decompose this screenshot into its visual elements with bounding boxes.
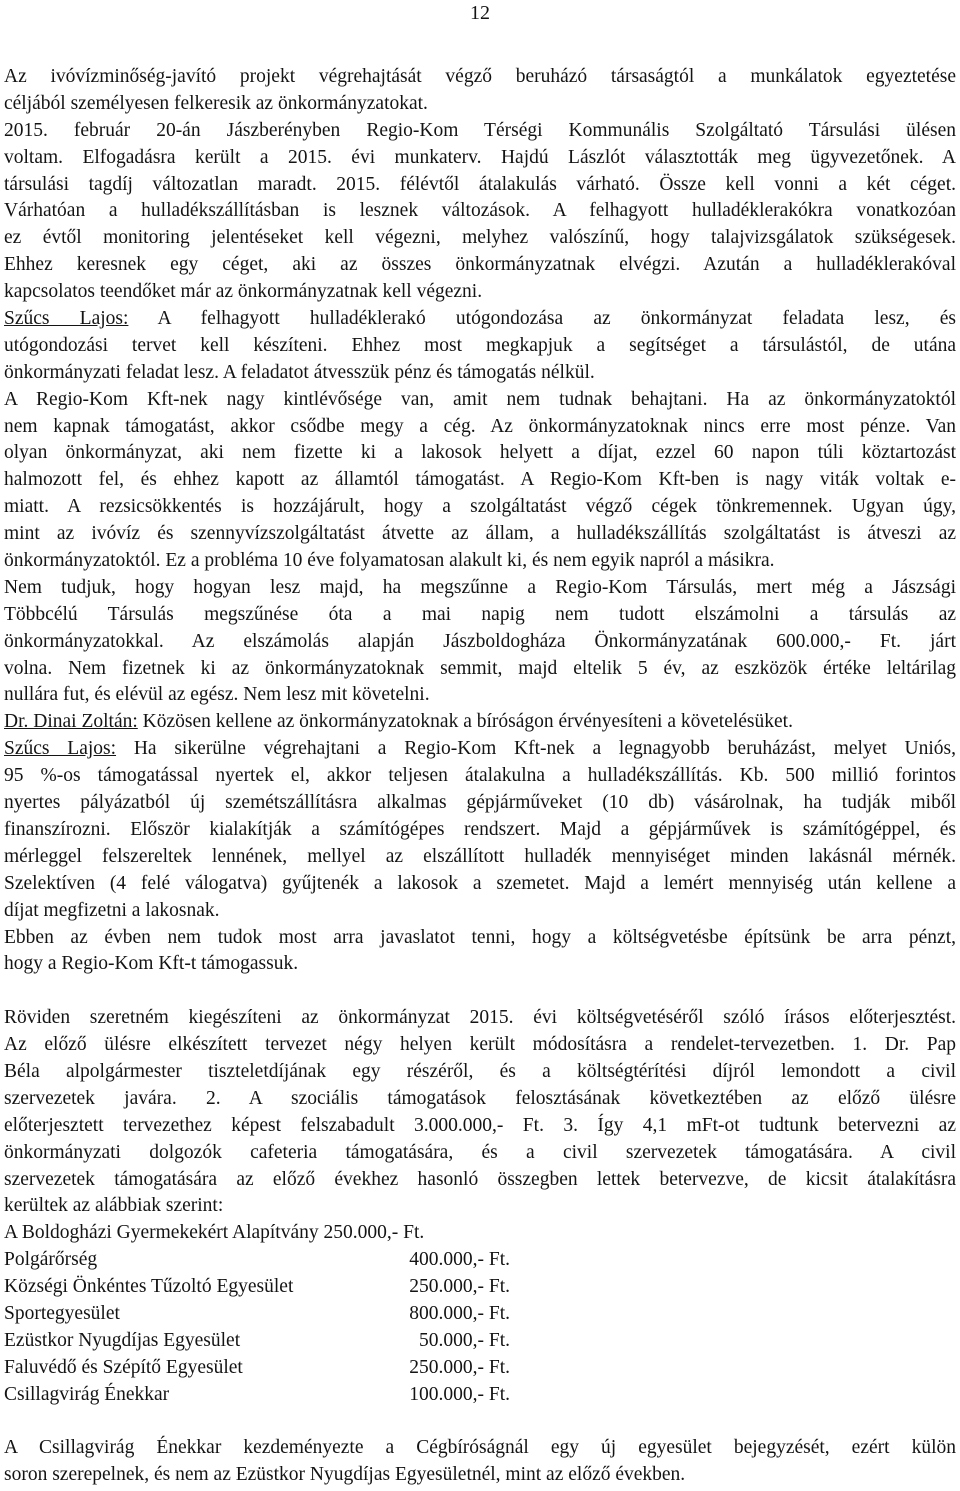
donation-row (4, 1328, 956, 1355)
text-line: mérleggel felszereltek lennének, mellyel az elszállított hulladék mennyiséget minden lakásnál mérnék. (4, 845, 956, 867)
paragraph-csillagvirag (4, 1435, 956, 1489)
donation-row (4, 1382, 956, 1409)
text-line: Többcélú Társulás megszűnése óta a mai napig nem tudott elszámolni a társulás az (4, 603, 956, 625)
speaker-name: Szűcs Lajos: (4, 738, 117, 760)
donation-name: Sportegyesület (4, 1302, 120, 1324)
paragraph-budget (4, 1005, 956, 1220)
text-line (4, 306, 956, 333)
text-line: Röviden szeretném kiegészíteni az önkormányzat 2015. évi költségvetéséről szóló írásos előterjesztést. (4, 1007, 956, 1029)
text-line: Az ivóvízminőség-javító projekt végrehajtását végző beruházó társaságtól a munkálatok egyeztetése (4, 66, 956, 87)
donation-amount: 250.000,- Ft. (409, 1356, 510, 1378)
text-line: volna. Nem fizetnek ki az önkormányzatoknak semmit, majd eltelik 5 év, az eszközök értéke leltárilag (4, 657, 956, 679)
text-line: Szelektíven (4 felé válogatva) gyűjtenék a lakosok a szemetet. Majd a lemért mennyiség után kellene a (4, 872, 956, 894)
speech-text: Ha sikerülne végrehajtani a Regio-Kom Kft-nek a legnagyobb beruházást, melyet Uniós, (116, 738, 957, 760)
text-line (4, 709, 956, 736)
paragraph-szucs-lajos-1 (4, 306, 956, 709)
text-line: halmozott fel, és ehhez kapott az államtól támogatást. A Regio-Kom Kft-ben is nagy viták voltak e- (4, 469, 956, 491)
text-line (4, 736, 956, 763)
paragraph-project (4, 64, 956, 306)
donation-amount: 800.000,- Ft. (409, 1302, 510, 1324)
text-line: nem kapnak támogatást, akkor csődbe megy a cég. Az önkormányzatoknak nincs erre most pénze. Van (4, 415, 956, 437)
donation-amount: 250.000,- Ft. (409, 1276, 510, 1298)
text-line: 95 %-os támogatással nyertek el, akkor teljesen átalakulna a hulladékszállítás. Kb. 500 millió forintos (4, 765, 956, 787)
donation-list (4, 1220, 956, 1408)
paragraph-gap (4, 1409, 956, 1436)
text-line: céljából személyesen felkeresik az önkormányzatokat. (4, 92, 428, 114)
text-line: Várhatóan a hulladékszállításban is lesznek változások. A felhagyott hulladéklerakókra vonatkozóan (4, 200, 956, 222)
text-line: díjat megfizetni a lakosnak. (4, 899, 220, 921)
text-line: miatt. A rezsicsökkentés is hozzájárult, hogy a szolgáltatást végző cégek tönkremennek. Ugyan úgy, (4, 496, 956, 518)
text-line: nyertes pályázatból új szemétszállításra alkalmas gépjárműveket (10 db) vásárolnak, ha tudják miből (4, 792, 956, 814)
paragraph-dinai-zoltan (4, 709, 956, 736)
donation-name: Ezüstkor Nyugdíjas Egyesület (4, 1329, 241, 1351)
text-line: soron szerepelnek, és nem az Ezüstkor Nyugdíjas Egyesületnél, mint az előző években. (4, 1464, 686, 1486)
speech-text: Közösen kellene az önkormányzatoknak a bíróságon érvényesíteni a követelésüket. (137, 711, 793, 733)
donation-amount: 50.000,- Ft. (418, 1329, 510, 1351)
donation-row (4, 1301, 956, 1328)
donation-name: Polgárőrség (4, 1249, 98, 1271)
text-line: voltam. Elfogadásra került a 2015. évi munkaterv. Hajdú Lászlót választották meg ügyvezetőnek. A (4, 146, 956, 168)
text-line: olyan önkormányzat, aki nem fizette ki a lakosok helyett a díjat, ezzel 60 napon túli köztartozást (4, 442, 956, 464)
donation-row (4, 1274, 956, 1301)
text-line: mint az ivóvíz és szennyvízszolgáltatást átvette az állam, a hulladékszállítás szolgáltatást is átveszi az (4, 523, 956, 545)
text-line: Ebben az évben nem tudok most arra javaslatot tenni, hogy a költségvetésbe építsünk be arra pénzt, (4, 926, 956, 948)
text-line: 2015. február 20-án Jászberényben Regio-Kom Térségi Kommunális Szolgáltató Társulási ülésen (4, 119, 956, 141)
donation-amount: 250.000,- Ft. (323, 1222, 425, 1244)
paragraph-szucs-lajos-2 (4, 736, 956, 978)
paragraph-gap (4, 978, 956, 1005)
text-line: nullára fut, és elévül az egész. Nem lesz mit követelni. (4, 684, 430, 706)
donation-amount: 400.000,- Ft. (409, 1249, 510, 1271)
text-line: előterjesztett tervezethez képest felszabadult 3.000.000,- Ft. 3. Így 4,1 mFt-ot tudtunk betervezni az (4, 1114, 956, 1136)
donation-row (4, 1355, 956, 1382)
speaker-name: Dr. Dinai Zoltán: (4, 711, 138, 733)
donation-name: Csillagvirág Énekkar (4, 1383, 170, 1405)
text-line: önkormányzati feladat lesz. A feladatot átvesszük pénz és támogatás nélkül. (4, 361, 595, 383)
text-line: kapcsolatos teendőket már az önkormányzatnak kell végezni. (4, 281, 483, 303)
donation-amount: 100.000,- Ft. (409, 1383, 510, 1405)
donation-name: Községi Önkéntes Tűzoltó Egyesület (4, 1276, 294, 1298)
text-line: kerültek az alábbiak szerint: (4, 1195, 224, 1217)
text-line: önkormányzatoktól. Ez a probléma 10 éve folyamatosan alakult ki, és nem egyik napról a másikra. (4, 550, 775, 572)
text-line: hogy a Regio-Kom Kft-t támogassuk. (4, 953, 299, 975)
text-line: önkormányzatokkal. Az elszámolás alapján Jászboldogháza Önkormányzatának 600.000,- Ft. járt (4, 630, 956, 652)
speech-text: A felhagyott hulladéklerakó utógondozása az önkormányzat feladata lesz, és (128, 308, 956, 330)
text-line: Ehhez keresnek egy céget, aki az összes önkormányzatnak elvégzi. Azután a hulladéklerakóval (4, 254, 956, 276)
text-line: Nem tudjuk, hogy hogyan lesz majd, ha megszűnne a Regio-Kom Társulás, mert még a Jászsági (4, 576, 956, 598)
text-line: A Csillagvirág Énekkar kezdeményezte a Cégbíróságnál egy új egyesület bejegyzését, ezért külön (4, 1437, 956, 1459)
speaker-name: Szűcs Lajos: (4, 308, 129, 330)
text-line: A Regio-Kom Kft-nek nagy kintlévősége van, amit nem tudnak behajtani. Ha az önkormányzatoktól (4, 388, 956, 410)
text-line: társulási tagdíj változatlan maradt. 2015. félévtől átalakulás várható. Össze kell vonni a két céget. (4, 173, 956, 195)
donation-row (4, 1220, 956, 1247)
text-line: önkormányzati dolgozók cafeteria támogatására, és a civil szervezetek támogatására. A civil (4, 1141, 956, 1163)
text-line: Béla alpolgármester tiszteletdíjának egy részéről, és a költségtérítési díjról lemondott a civil (4, 1060, 956, 1082)
text-line: szervezetek támogatására az előző évekhez hasonló összegben lettek betervezve, de kicsit átalakításra (4, 1168, 956, 1190)
text-line: Az előző ülésre elkészített tervezet négy helyen került módosításra a rendelet-tervezetben. 1. Dr. Pap (4, 1034, 956, 1056)
page-number: 12 (470, 2, 490, 24)
document-body (4, 64, 956, 1489)
text-line: utógondozási tervet kell készíteni. Ehhez most megkapjuk a segítséget a társulástól, de utána (4, 334, 956, 356)
donation-row (4, 1247, 956, 1274)
text-line: finanszírozni. Először kialakítják a számítógépes rendszert. Majd a gépjárművek is számítógéppel, és (4, 818, 956, 840)
donation-name: Faluvédő és Szépítő Egyesület (4, 1356, 243, 1378)
donation-name: A Boldogházi Gyermekekért Alapítvány (4, 1222, 319, 1244)
text-line: szervezetek javára. 2. A szociális támogatások felosztásának következtében az előző ülésre (4, 1087, 956, 1109)
text-line: ez évtől monitoring jelentéseket kell végezni, melyhez valószínű, hogy talajvizsgálatok szükségesek. (4, 227, 956, 249)
